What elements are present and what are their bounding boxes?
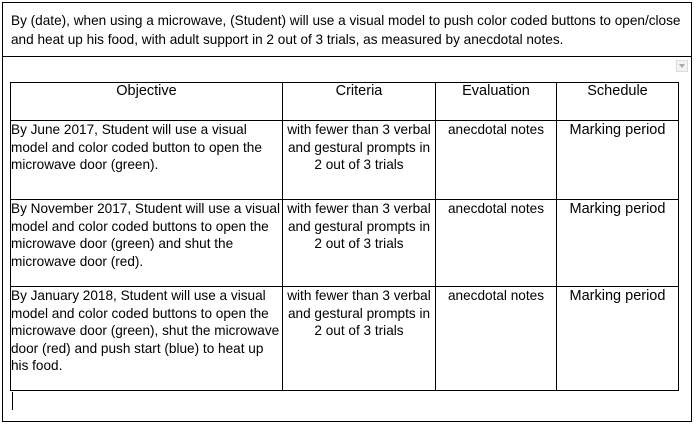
header-objective: Objective [11, 83, 283, 121]
criteria-cell[interactable]: with fewer than 3 verbal and gestural prompts in 2 out of 3 trials [283, 287, 436, 391]
criteria-cell[interactable]: with fewer than 3 verbal and gestural prompts in 2 out of 3 trials [283, 121, 436, 200]
table-row [11, 200, 679, 287]
table-header-row [11, 83, 679, 121]
evaluation-cell[interactable]: anecdotal notes [436, 287, 557, 391]
table-row [11, 287, 679, 391]
header-schedule: Schedule [557, 83, 679, 121]
text-cursor [12, 392, 13, 410]
schedule-cell[interactable]: Marking period [557, 121, 679, 200]
goal-statement[interactable]: By (date), when using a microwave, (Student) will use a visual model to push color coded buttons to open/close and heat up his food, with adult support in 2 out of 3 trials, as measured by anecdotal notes. [3, 3, 691, 57]
dropdown-arrow-icon[interactable] [676, 60, 688, 72]
schedule-cell[interactable]: Marking period [557, 287, 679, 391]
table-row [11, 121, 679, 200]
evaluation-cell[interactable]: anecdotal notes [436, 200, 557, 287]
objective-cell[interactable]: By November 2017, Student will use a visual model and color coded buttons to open the microwave door (green) and shut the microwave door (red). [11, 200, 283, 287]
objectives-table [10, 82, 679, 391]
evaluation-cell[interactable]: anecdotal notes [436, 121, 557, 200]
objective-cell[interactable]: By January 2018, Student will use a visual model and color coded buttons to open the microwave door (green), shut the microwave door (red) and push start (blue) to heat up his food. [11, 287, 283, 391]
criteria-cell[interactable]: with fewer than 3 verbal and gestural prompts in 2 out of 3 trials [283, 200, 436, 287]
header-evaluation: Evaluation [436, 83, 557, 121]
schedule-cell[interactable]: Marking period [557, 200, 679, 287]
objective-cell[interactable]: By June 2017, Student will use a visual model and color coded button to open the microwave door (green). [11, 121, 283, 200]
header-criteria: Criteria [283, 83, 436, 121]
